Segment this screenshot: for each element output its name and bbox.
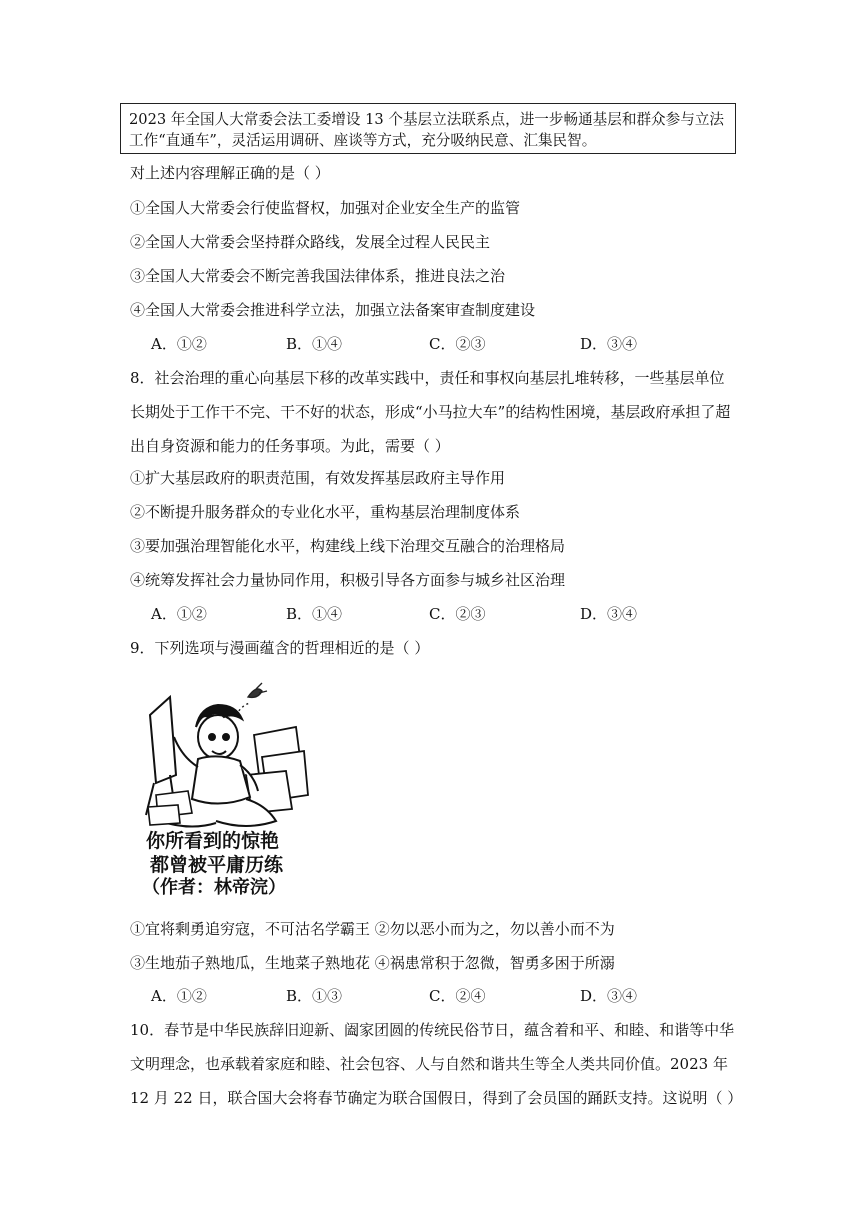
option-d[interactable]: D．③④	[580, 335, 638, 353]
q8-statement-3: ③要加强治理智能化水平，构建线上线下治理交互融合的治理格局	[130, 537, 566, 555]
option-b[interactable]: B．①③	[286, 987, 343, 1005]
option-a[interactable]: A．①②	[151, 987, 207, 1005]
material-line: 2023 年全国人大常委会法工委增设 13 个基层立法联系点，进一步畅通基层和群众参与立法	[129, 111, 725, 128]
option-c[interactable]: C．②④	[429, 987, 486, 1005]
q9-statements-row-1: ①宜将剩勇追穷寇，不可沽名学霸王 ②勿以恶小而为之，勿以善小而不为	[130, 920, 615, 938]
material-box	[120, 103, 736, 154]
q7-statement-4: ④全国人大常委会推进科学立法，加强立法备案审查制度建设	[130, 301, 536, 319]
q10-stem-line-1: 10．春节是中华民族辞旧迎新、阖家团圆的传统民俗节日，蕴含着和平、和睦、和谐等中华	[130, 1021, 735, 1039]
option-c[interactable]: C．②③	[429, 335, 486, 353]
cartoon-author: （作者：林帝浣）	[142, 877, 286, 898]
q7-statement-3: ③全国人大常委会不断完善我国法律体系，推进良法之治	[130, 267, 506, 285]
cartoon-caption-2: 都曾被平庸历练	[150, 854, 284, 876]
q8-stem-line-1: 8．社会治理的重心向基层下移的改革实践中，责任和事权向基层扎堆转移，一些基层单位	[130, 369, 725, 387]
option-a[interactable]: A．①②	[151, 335, 207, 353]
cartoon-image	[136, 675, 316, 900]
q7-statement-2: ②全国人大常委会坚持群众路线，发展全过程人民民主	[130, 233, 491, 251]
q8-statement-4: ④统筹发挥社会力量协同作用，积极引导各方面参与城乡社区治理	[130, 571, 566, 589]
q9-statements-row-2: ③生地茄子熟地瓜，生地菜子熟地花 ④祸患常积于忽微，智勇多困于所溺	[130, 954, 615, 972]
material-line: 工作“直通车”，灵活运用调研、座谈等方式，充分吸纳民意、汇集民智。	[129, 132, 597, 149]
q10-stem-line-3: 12 月 22 日，联合国大会将春节确定为联合国假日，得到了会员国的踊跃支持。这说明（ ）	[130, 1089, 743, 1107]
option-d[interactable]: D．③④	[580, 987, 638, 1005]
option-c[interactable]: C．②③	[429, 605, 486, 623]
option-b[interactable]: B．①④	[286, 605, 343, 623]
cartoon-caption-1: 你所看到的惊艳	[146, 830, 280, 852]
option-b[interactable]: B．①④	[286, 335, 343, 353]
q10-stem-line-2: 文明理念，也承载着家庭和睦、社会包容、人与自然和谐共生等全人类共同价值。2023 年	[130, 1055, 728, 1073]
q8-statement-2: ②不断提升服务群众的专业化水平，重构基层治理制度体系	[130, 503, 521, 521]
option-d[interactable]: D．③④	[580, 605, 638, 623]
q7-stem: 对上述内容理解正确的是（ ）	[130, 164, 330, 182]
q7-statement-1: ①全国人大常委会行使监督权，加强对企业安全生产的监管	[130, 199, 521, 217]
q8-stem-line-3: 出自身资源和能力的任务事项。为此，需要（ ）	[130, 437, 450, 455]
q9-stem: 9．下列选项与漫画蕴含的哲理相近的是（ ）	[130, 639, 430, 657]
q8-statement-1: ①扩大基层政府的职责范围，有效发挥基层政府主导作用	[130, 469, 506, 487]
q8-stem-line-2: 长期处于工作干不完、干不好的状态，形成“小马拉大车”的结构性困境，基层政府承担了超	[130, 403, 731, 421]
option-a[interactable]: A．①②	[151, 605, 207, 623]
cartoon-drawing	[136, 675, 316, 900]
